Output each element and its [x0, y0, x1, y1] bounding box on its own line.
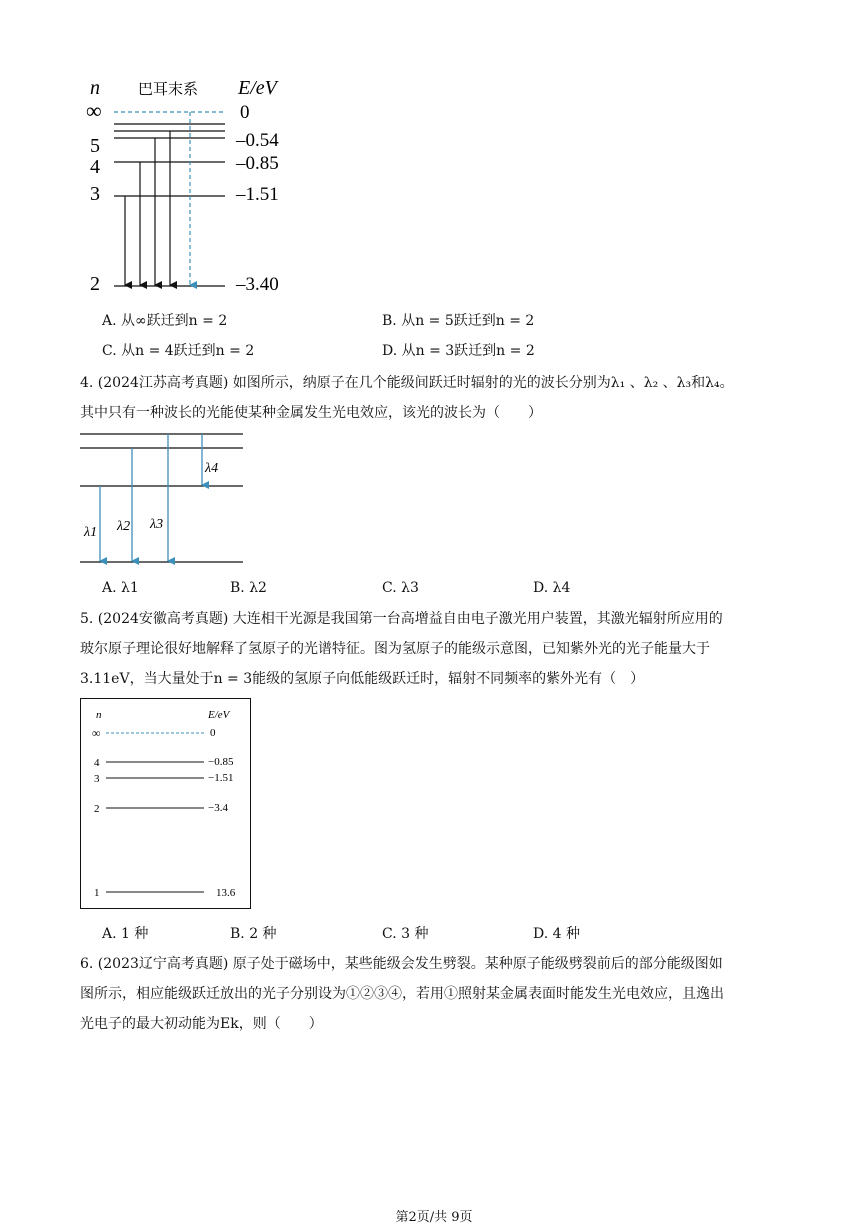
h-level-label-1: 1 [94, 887, 100, 899]
label-lambda1: λ1 [84, 525, 98, 540]
balmer-energy-diagram [80, 72, 310, 302]
q4-stem-line1: 4. (2024江苏高考真题) 如图所示，纳原子在几个能级间跃迁时辐射的光的波长分别为λ₁ 、λ₂ 、λ₃和λ₄。 [80, 375, 734, 391]
h-level-label-2: 2 [94, 803, 100, 815]
q5-stem-line3: 3.11eV，当大量处于n = 3能级的氢原子向低能级跃迁时，辐射不同频率的紫外光有（ ） [80, 671, 645, 687]
q4-option-a[interactable]: A. λ1 [102, 580, 139, 596]
level-label-3: 3 [90, 183, 100, 205]
hydrogen-energy-diagram [80, 698, 252, 910]
q5-option-a[interactable]: A. 1 种 [102, 926, 149, 942]
label-lambda3: λ3 [150, 517, 164, 532]
level-energy-4: –0.85 [236, 153, 279, 174]
h-level-energy-3: −1.51 [208, 772, 234, 784]
page-footer: 第2页/共 9页 [395, 1210, 473, 1225]
q4-stem-line2: 其中只有一种波长的光能使某种金属发生光电效应，该光的波长为（ ） [80, 405, 542, 421]
h-level-label-4: 4 [94, 757, 100, 769]
q6-stem-line1: 6. (2023辽宁高考真题) 原子处于磁场中，某些能级会发生劈裂。某种原子能级劈裂前后的部分能级图如 [80, 956, 723, 972]
level-label-2: 2 [90, 273, 100, 295]
q5-option-c[interactable]: C. 3 种 [382, 926, 429, 942]
label-lambda2: λ2 [117, 519, 131, 534]
q5-stem-line1: 5. (2024安徽高考真题) 大连相干光源是我国第一台高增益自由电子激光用户装置，其激光辐射所应用的 [80, 611, 723, 627]
q6-stem-line3: 光电子的最大初动能为Ek，则（ ） [80, 1016, 323, 1032]
q4-option-b[interactable]: B. λ2 [230, 580, 267, 596]
h-level-label-3: 3 [94, 773, 100, 785]
h-level-energy-4: −0.85 [208, 756, 234, 768]
q3-option-c[interactable]: C. 从n = 4跃迁到n = 2 [102, 343, 255, 359]
level-label-inf: ∞ [86, 98, 102, 123]
q4-option-c[interactable]: C. λ3 [382, 580, 419, 596]
h-level-energy-2: −3.4 [208, 802, 228, 814]
level-energy-inf: 0 [240, 102, 250, 123]
q3-option-d[interactable]: D. 从n = 3跃迁到n = 2 [382, 343, 535, 359]
sodium-energy-diagram [78, 432, 248, 568]
series-label: 巴耳末系 [138, 80, 199, 98]
h-e-label: E/eV [208, 709, 230, 721]
h-level-energy-inf: 0 [210, 727, 216, 739]
n-axis-label: n [90, 77, 100, 99]
energy-axis-label: E/eV [238, 77, 277, 99]
h-level-energy-1: 13.6 [216, 887, 236, 899]
level-energy-2: –3.40 [236, 274, 279, 295]
level-energy-3: –1.51 [236, 184, 279, 205]
q5-option-b[interactable]: B. 2 种 [230, 926, 277, 942]
level-label-5: 5 [90, 135, 100, 157]
label-lambda4: λ4 [205, 461, 219, 476]
q5-stem-line2: 玻尔原子理论很好地解释了氢原子的光谱特征。图为氢原子的能级示意图，已知紫外光的光子能量大于 [80, 641, 710, 657]
h-n-label: n [96, 709, 102, 721]
q4-option-d[interactable]: D. λ4 [533, 580, 571, 596]
q6-stem-line2: 图所示，相应能级跃迁放出的光子分别设为①②③④，若用①照射某金属表面时能发生光电效应，且逸出 [80, 986, 724, 1002]
h-level-label-inf: ∞ [92, 726, 101, 740]
q3-option-b[interactable]: B. 从n = 5跃迁到n = 2 [382, 313, 535, 329]
level-energy-5: –0.54 [236, 130, 279, 151]
q5-option-d[interactable]: D. 4 种 [533, 926, 580, 942]
level-label-4: 4 [90, 156, 100, 178]
q3-option-a[interactable]: A. 从∞跃迁到n = 2 [102, 313, 228, 329]
